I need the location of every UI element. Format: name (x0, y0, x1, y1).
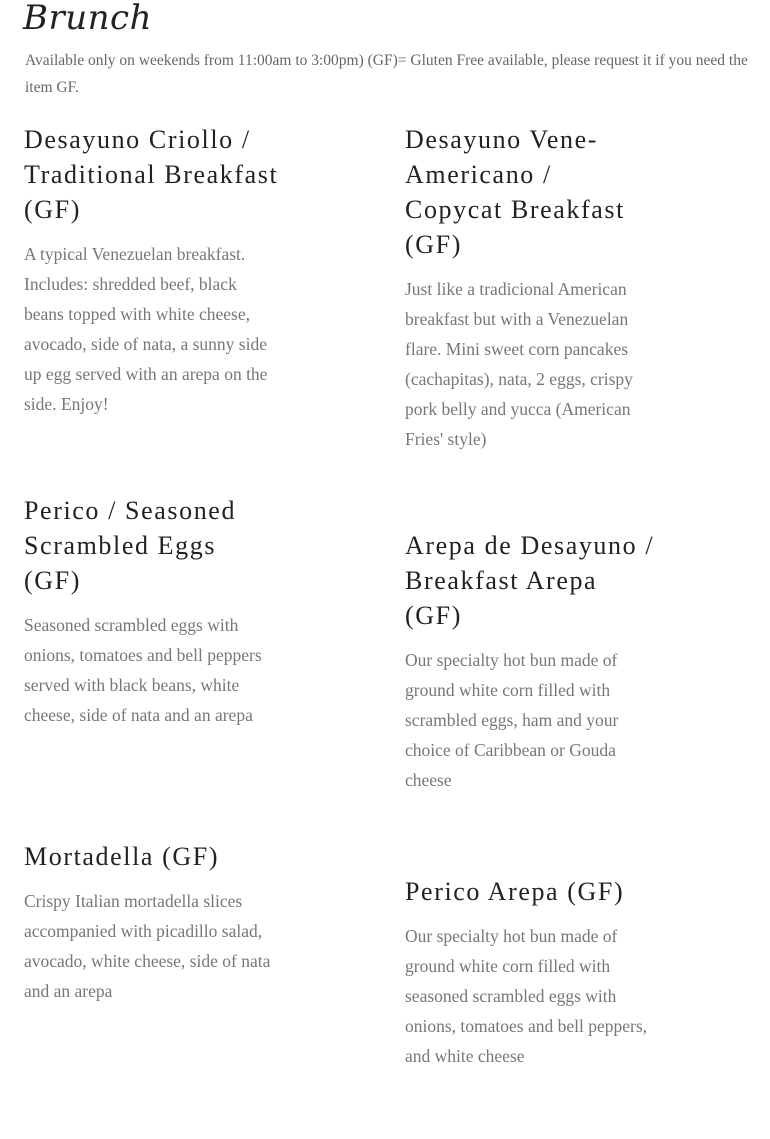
menu-item-name: Arepa de Desayuno / Breakfast Arepa (GF) (405, 531, 655, 630)
menu-item (405, 528, 655, 795)
menu-item-name: Desayuno Criollo / Traditional Breakfast (GF) (24, 125, 279, 224)
menu-item (405, 874, 650, 1071)
menu-item-name: Mortadella (GF) (24, 842, 220, 871)
menu-item (24, 493, 274, 730)
menu-item-description: Crispy Italian mortadella slices accompanied with picadillo salad, avocado, white cheese, side of nata and an arepa (24, 891, 271, 1001)
menu-item-description: Just like a tradicional American breakfast but with a Venezuelan flare. Mini sweet corn pancakes (cachapitas), nata, 2 eggs, crispy pork belly and yucca (American Fries' style) (405, 279, 633, 449)
menu-item-name: Desayuno Vene-Americano / Copycat Breakfast (GF) (405, 125, 625, 259)
menu-item-name: Perico / Seasoned Scrambled Eggs (GF) (24, 496, 237, 595)
menu-item-description: Our specialty hot bun made of ground white corn filled with scrambled eggs, ham and your choice of Caribbean or Gouda cheese (405, 650, 619, 790)
menu-item-description: Our specialty hot bun made of ground white corn filled with seasoned scrambled eggs with onions, tomatoes and bell peppers, and white cheese (405, 926, 648, 1066)
section-intro: Available only on weekends from 11:00am to 3:00pm) (GF)= Gluten Free available, please request it if you need the item GF. (25, 52, 748, 96)
section-title: Brunch (23, 0, 152, 38)
menu-item-name: Perico Arepa (GF) (405, 877, 625, 906)
menu-item-description: A typical Venezuelan breakfast. Includes: shredded beef, black beans topped with white cheese, avocado, side of nata, a sunny side up egg served with an arepa on the side. Enjoy! (24, 244, 268, 414)
menu-item (405, 122, 650, 454)
menu-item (24, 122, 279, 419)
menu-item-description: Seasoned scrambled eggs with onions, tomatoes and bell peppers served with black beans, white cheese, side of nata and an arepa (24, 615, 262, 725)
menu-item (24, 839, 279, 1006)
